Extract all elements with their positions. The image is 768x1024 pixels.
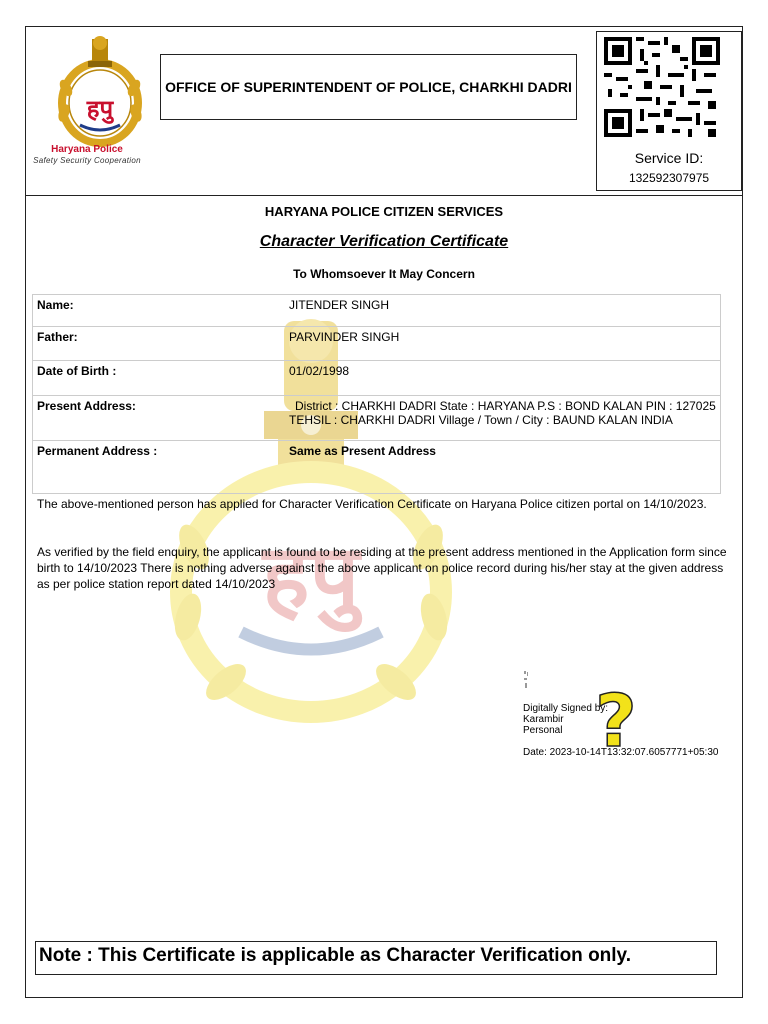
certificate-page xyxy=(25,26,743,998)
application-paragraph: The above-mentioned person has applied for Character Verification Certificate on Haryana Police citizen portal on 14/10/2023. xyxy=(37,497,707,511)
logo-tagline: Safety Security Cooperation xyxy=(33,156,141,165)
table-row xyxy=(33,395,720,440)
table-row xyxy=(33,440,720,493)
dob-label: Date of Birth : xyxy=(37,364,117,378)
qr-service-box xyxy=(596,31,742,191)
question-mark-icon: ? xyxy=(595,679,637,763)
concern-line: To Whomsoever It May Concern xyxy=(293,267,475,281)
present-address-line1: District : CHARKHI DADRI State : HARYANA P.S : BOND KALAN PIN : 127025 xyxy=(295,399,716,413)
dob-value: 01/02/1998 xyxy=(289,364,350,378)
service-id-label: Service ID: xyxy=(634,150,704,166)
qr-code-icon xyxy=(604,36,720,138)
table-row xyxy=(33,295,720,326)
header-divider xyxy=(26,195,742,196)
permanent-address-label: Permanent Address : xyxy=(37,444,158,458)
logo-name: Haryana Police xyxy=(51,144,123,155)
certificate-title: Character Verification Certificate xyxy=(259,233,509,250)
office-title: OFFICE OF SUPERINTENDENT OF POLICE, CHARKHI DADRI xyxy=(165,79,572,95)
verification-paragraph: As verified by the field enquiry, the applicant is found to be residing at the present address mentioned in the Application form since birth to 14/10/2023 There is nothing adverse against the above applicant on police record during his/her stay at the given address as per police station report dated 14/10/2023 xyxy=(37,545,727,591)
police-emblem-icon xyxy=(50,33,150,149)
father-value: PARVINDER SINGH xyxy=(289,330,400,344)
present-address-value xyxy=(285,396,720,440)
signature-date: Date: 2023-10-14T13:32:07.6057771+05:30 xyxy=(523,747,719,758)
present-address-label: Present Address: xyxy=(37,399,136,413)
signer-name: Karambir xyxy=(523,714,564,725)
services-title: HARYANA POLICE CITIZEN SERVICES xyxy=(264,204,504,219)
svg-text:हपु: हपु xyxy=(86,95,114,123)
details-table xyxy=(32,294,721,494)
table-row xyxy=(33,326,720,360)
svg-text:हपु: हपु xyxy=(262,525,360,628)
permanent-address-value: Same as Present Address xyxy=(289,444,436,458)
note-text: Note : This Certificate is applicable as Character Verification only. xyxy=(39,945,631,966)
father-label: Father: xyxy=(37,330,78,344)
signer-designation: Personal xyxy=(523,725,563,736)
table-row xyxy=(33,360,720,395)
signed-by-label: Digitally Signed by: xyxy=(523,703,609,714)
name-label: Name: xyxy=(37,298,74,312)
office-title-box xyxy=(160,54,577,120)
service-id-value: 132592307975 xyxy=(628,171,710,185)
name-value: JITENDER SINGH xyxy=(289,298,390,312)
note-box xyxy=(35,941,717,975)
signature-mark-icon xyxy=(522,669,532,691)
present-address-line2: TEHSIL : CHARKHI DADRI Village / Town / City : BAUND KALAN INDIA xyxy=(289,413,673,427)
